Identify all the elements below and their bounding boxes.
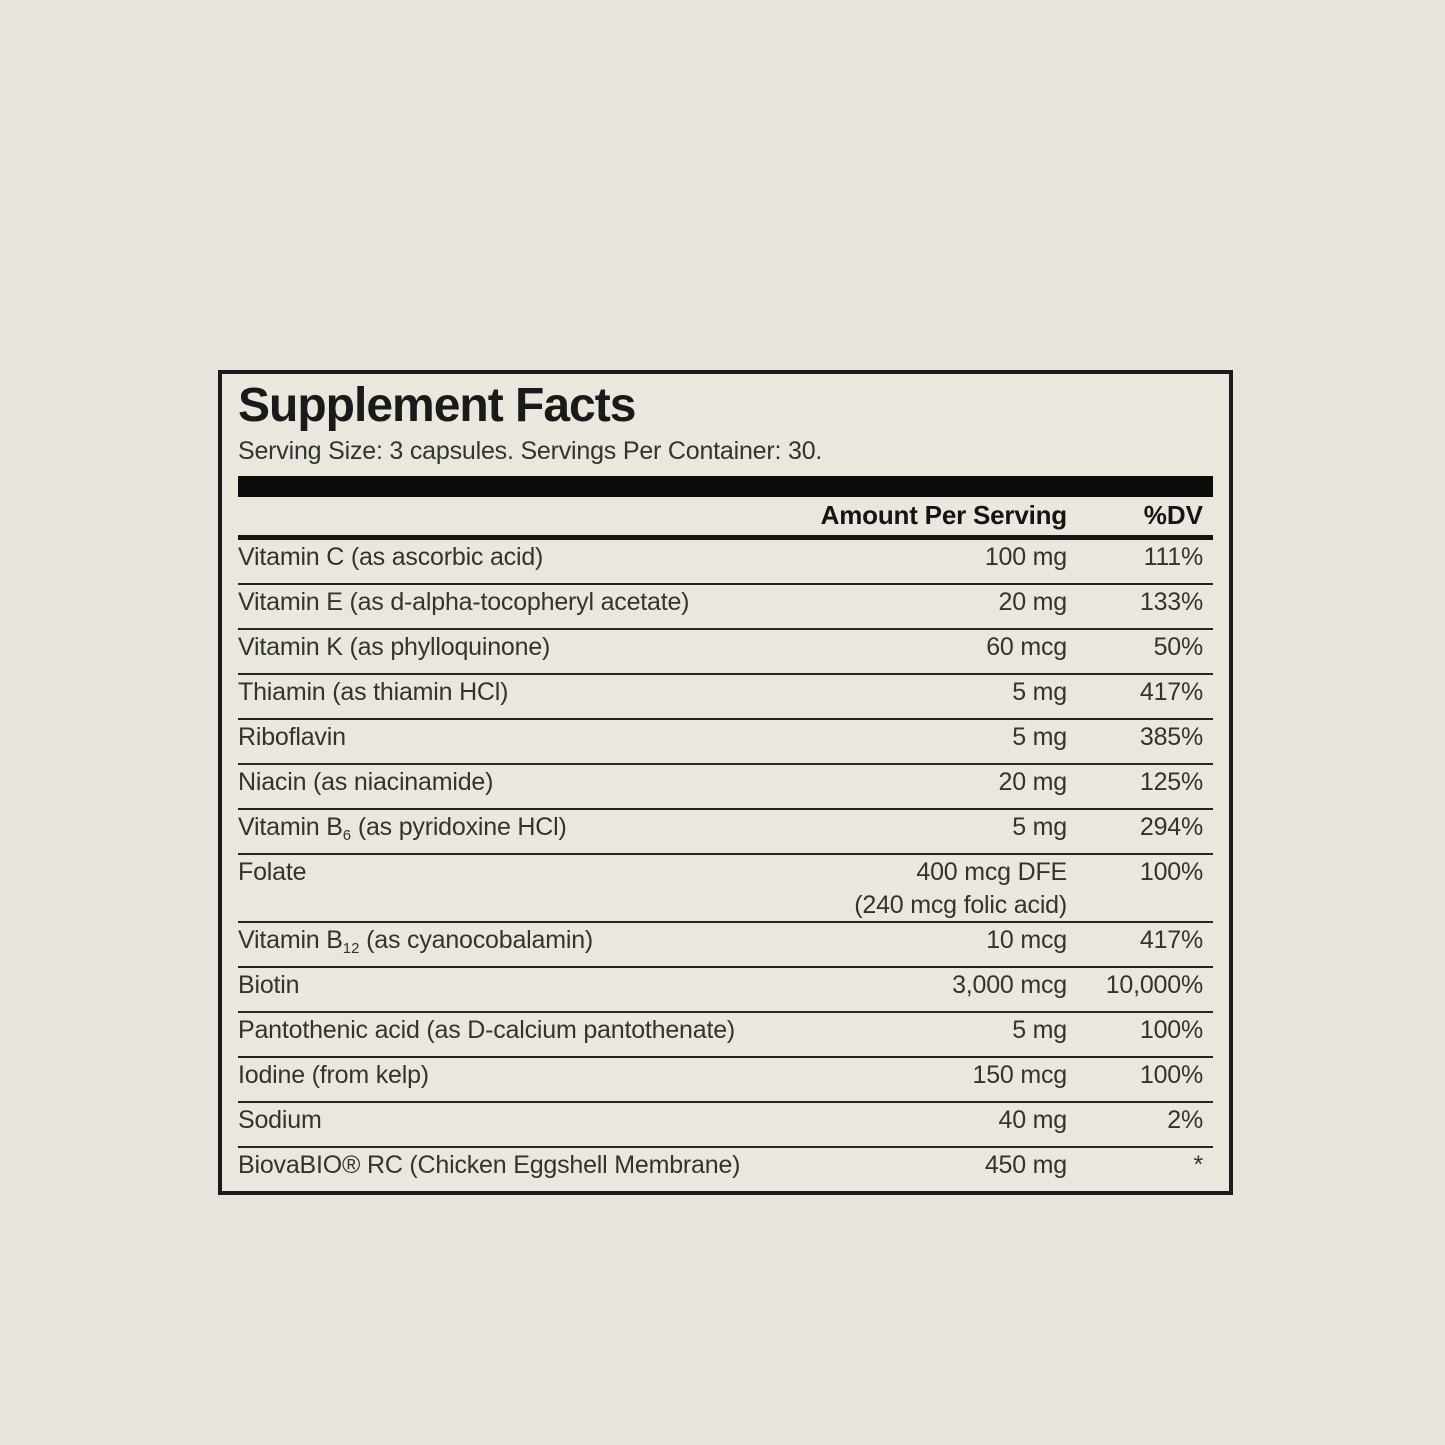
table-row (238, 630, 1213, 675)
nutrient-name-subscript: 12 (342, 940, 360, 957)
nutrient-name (238, 720, 346, 763)
nutrient-name (238, 765, 493, 808)
nutrient-name-text: Thiamin (as thiamin HCl) (238, 678, 509, 706)
nutrient-dv: 111% (1143, 543, 1203, 571)
nutrient-dv: 100% (1139, 1061, 1203, 1089)
nutrient-dv: 294% (1139, 813, 1203, 841)
nutrient-amount: 10 mcg (986, 926, 1067, 954)
nutrient-amount: 3,000 mcg (952, 971, 1067, 999)
nutrient-amount: 5 mg (1012, 678, 1067, 706)
nutrient-name-text: Vitamin E (as d-alpha-tocopheryl acetate) (238, 588, 690, 616)
nutrient-amount: 150 mcg (972, 1061, 1067, 1089)
nutrient-name-suffix: (as cyanocobalamin) (359, 926, 594, 954)
nutrient-name (238, 540, 543, 583)
nutrient-name (238, 675, 508, 718)
supplement-facts-panel (218, 370, 1233, 1195)
nutrient-dv: 50% (1153, 633, 1203, 661)
nutrient-amount: 5 mg (1012, 723, 1067, 751)
nutrient-name-text: Iodine (from kelp) (238, 1061, 429, 1089)
nutrient-name (238, 1103, 322, 1146)
nutrient-amount: 20 mg (998, 768, 1067, 796)
nutrient-dv: 125% (1139, 768, 1203, 796)
nutrient-name-text: Biotin (238, 971, 300, 999)
nutrient-name (238, 630, 550, 673)
header-amount-per-serving: Amount Per Serving (820, 500, 1067, 530)
nutrient-dv: 385% (1139, 723, 1203, 751)
nutrient-name-text: Niacin (as niacinamide) (238, 768, 494, 796)
nutrient-amount: 5 mg (1012, 813, 1067, 841)
nutrient-name-text: Folate (238, 858, 307, 886)
table-row (238, 585, 1213, 630)
nutrient-amount: 450 mg (984, 1151, 1067, 1179)
serving-info: Serving Size: 3 capsules. Servings Per Container: 30. (238, 437, 823, 465)
nutrient-amount: 5 mg (1012, 1016, 1067, 1044)
table-row (238, 1148, 1213, 1191)
nutrient-name-text: Riboflavin (238, 723, 346, 751)
nutrient-amount (306, 855, 1067, 921)
nutrient-name (238, 855, 306, 898)
table-row (238, 810, 1213, 855)
header-percent-dv: %DV (1143, 500, 1203, 530)
nutrient-name-text: Vitamin K (as phylloquinone) (238, 633, 551, 661)
nutrient-name-text: Sodium (238, 1106, 322, 1134)
table-row (238, 923, 1213, 968)
nutrient-amount: 60 mcg (986, 633, 1067, 661)
nutrient-name (238, 1148, 740, 1191)
nutrient-name-text: Pantothenic acid (as D-calcium pantothenate) (238, 1016, 736, 1044)
nutrient-name (238, 585, 689, 628)
nutrient-amount-line1: 400 mcg DFE (916, 858, 1067, 886)
nutrient-amount: 100 mg (984, 543, 1067, 571)
table-row (238, 968, 1213, 1013)
table-row (238, 855, 1213, 923)
table-header-row (238, 497, 1213, 535)
nutrient-name-text: Vitamin C (as ascorbic acid) (238, 543, 544, 571)
nutrient-dv: 2% (1167, 1106, 1203, 1134)
table-row (238, 540, 1213, 585)
nutrient-name (238, 923, 593, 966)
nutrient-dv: 417% (1139, 926, 1203, 954)
nutrient-name (238, 810, 567, 853)
table-row (238, 765, 1213, 810)
nutrient-amount: 40 mg (998, 1106, 1067, 1134)
nutrient-dv: 100% (1139, 858, 1203, 886)
table-row (238, 1013, 1213, 1058)
nutrient-name-suffix: (as pyridoxine HCl) (351, 813, 567, 841)
nutrient-name (238, 1058, 429, 1101)
nutrient-name (238, 968, 299, 1011)
nutrient-amount: 20 mg (998, 588, 1067, 616)
nutrient-name-text: Vitamin B (238, 813, 343, 841)
nutrient-name (238, 1013, 735, 1056)
nutrient-dv: * (1193, 1151, 1203, 1179)
divider-bar-thick-black (238, 476, 1213, 497)
table-row (238, 675, 1213, 720)
nutrient-dv: 417% (1139, 678, 1203, 706)
nutrient-dv: 100% (1139, 1016, 1203, 1044)
nutrient-dv: 10,000% (1105, 971, 1203, 999)
table-row (238, 1103, 1213, 1148)
nutrient-name-text: Vitamin B (238, 926, 343, 954)
table-row (238, 720, 1213, 765)
panel-title: Supplement Facts (238, 379, 636, 432)
nutrient-amount-line2: (240 mcg folic acid) (854, 891, 1067, 919)
nutrient-name-subscript: 6 (342, 827, 352, 844)
nutrient-name-text: BiovaBIO® RC (Chicken Eggshell Membrane) (238, 1151, 741, 1179)
table-row (238, 1058, 1213, 1103)
nutrient-dv: 133% (1139, 588, 1203, 616)
